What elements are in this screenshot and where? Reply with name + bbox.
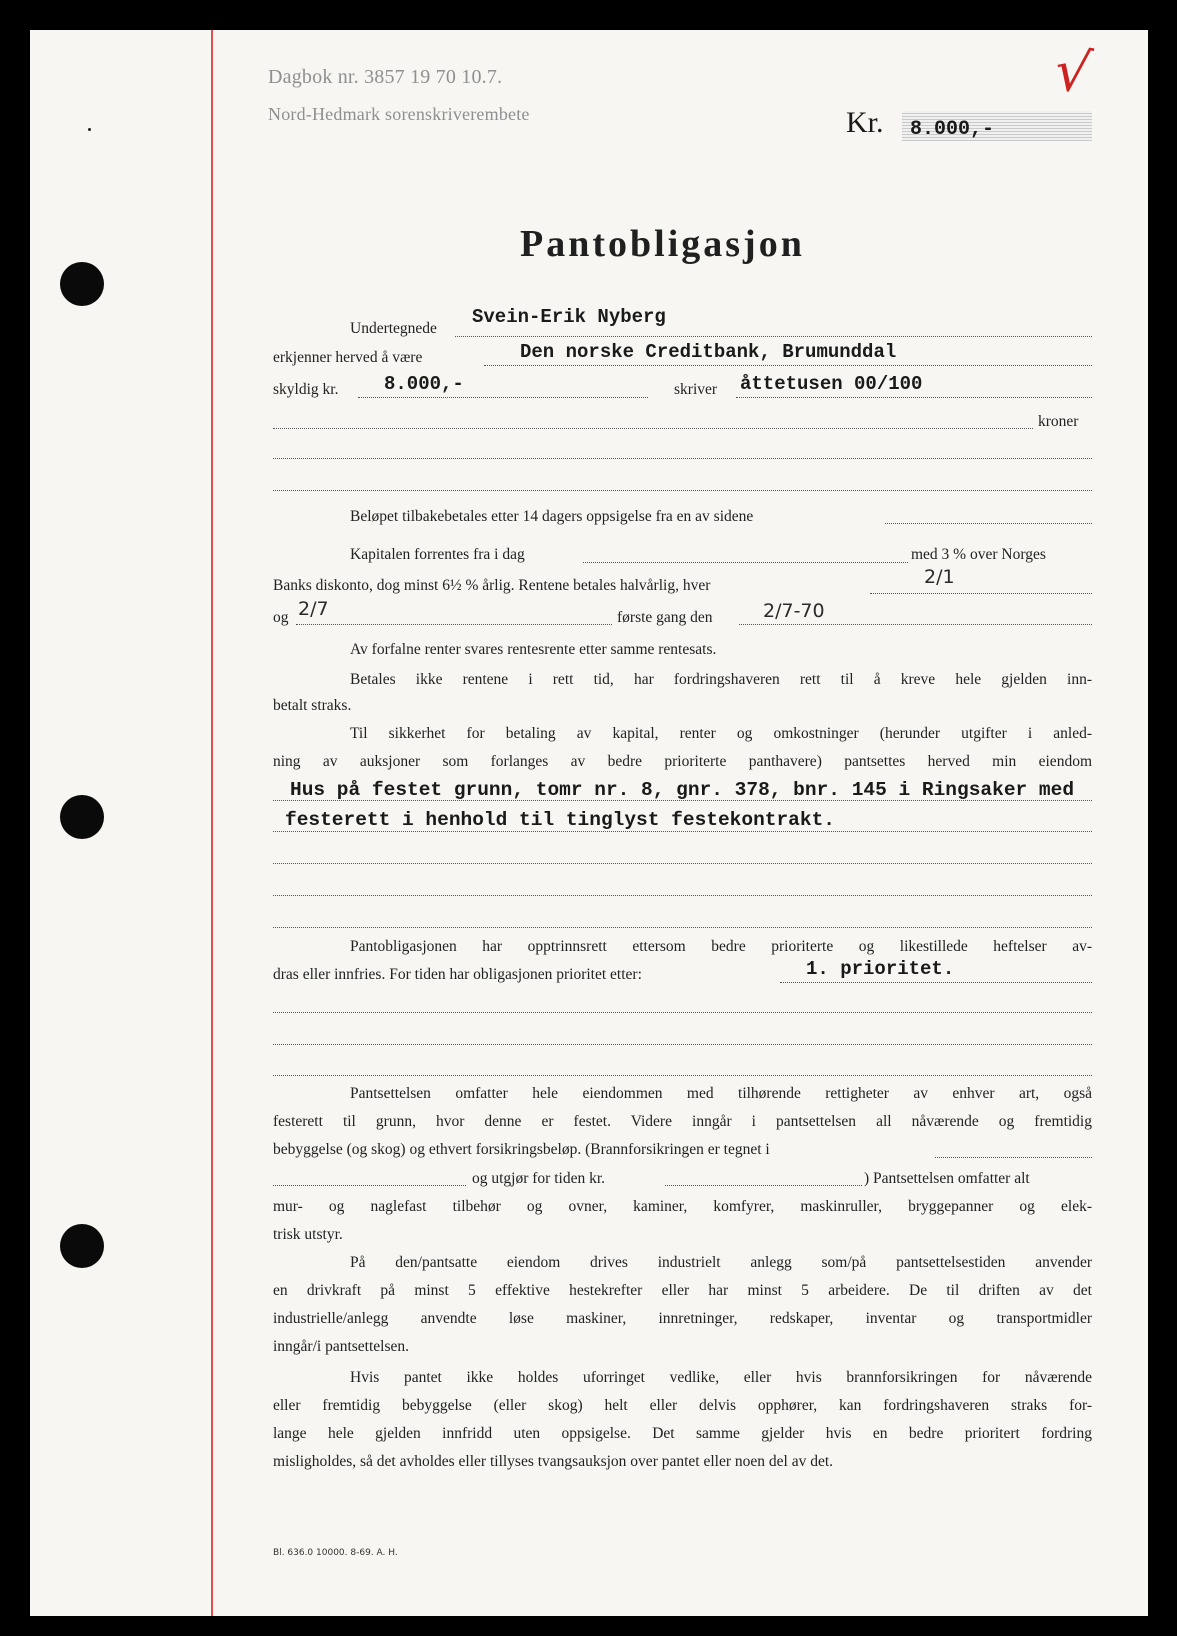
terms-line7: betalt straks. <box>273 697 352 714</box>
dotted-line <box>273 863 1092 864</box>
dotted-line <box>739 624 1092 625</box>
skriver-label: skriver <box>674 381 718 398</box>
priority-line2: dras eller innfries. For tiden har obligasjonen prioritet etter: <box>273 966 642 983</box>
maintenance-line2: eller fremtidig bebyggelse (eller skog) helt eller delvis opphører, kan fordringshaveren straks for- <box>273 1397 1092 1414</box>
dotted-line <box>273 458 1092 459</box>
industrial-line1: På den/pantsatte eiendom drives industrielt anlegg som/på pantsettelsestiden anvender <box>350 1254 1092 1271</box>
undertegnede-label: Undertegnede <box>350 320 437 337</box>
dotted-line <box>273 831 1092 832</box>
dotted-line <box>273 490 1092 491</box>
terms-line4-mid: første gang den <box>617 609 713 626</box>
dotted-line <box>870 593 1092 594</box>
terms-line4-value2: 2/7-70 <box>763 600 825 622</box>
erkjenner-value: Den norske Creditbank, Brumunddal <box>520 341 897 363</box>
scope-line2: festerett til grunn, hvor denne er festet. Videre inngår i pantsettelsen all nåværende og fremtidig <box>273 1113 1092 1130</box>
industrial-line3: industrielle/anlegg anvendte løse maskiner, innretninger, redskaper, inventar og transportmidler <box>273 1310 1092 1327</box>
kroner-label: kroner <box>1038 413 1079 430</box>
undertegnede-value: Svein-Erik Nyberg <box>472 306 666 328</box>
terms-line3-value: 2/1 <box>924 566 955 588</box>
terms-line1: Beløpet tilbakebetales etter 14 dagers oppsigelse fra en av sidene <box>350 508 754 525</box>
terms-line4-value1: 2/7 <box>298 598 329 620</box>
terms-line9: ning av auksjoner som forlanges av bedre prioriterte panthavere) pantsettes herved min eiendom <box>273 753 1092 770</box>
dotted-line <box>736 397 1092 398</box>
dotted-line <box>273 1012 1092 1013</box>
punch-hole <box>60 795 104 839</box>
dotted-line <box>885 523 1092 524</box>
dotted-line <box>296 624 612 625</box>
dotted-line <box>273 927 1092 928</box>
dotted-line <box>273 1044 1092 1045</box>
speck <box>88 128 91 131</box>
skriver-value: åttetusen 00/100 <box>740 373 923 395</box>
dotted-line <box>273 1185 466 1186</box>
priority-value: 1. prioritet. <box>806 958 955 980</box>
property-line1: Hus på festet grunn, tomr nr. 8, gnr. 378, bnr. 145 i Ringsaker med <box>290 779 1075 801</box>
dotted-line <box>273 895 1092 896</box>
maintenance-line3: lange hele gjelden innfridd uten oppsigelse. Det samme gjelder hvis en bedre prioritert fordring <box>273 1425 1092 1442</box>
scope-line3: bebyggelse (og skog) og ethvert forsikringsbeløp. (Brannforsikringen er tegnet i <box>273 1141 770 1158</box>
checkmark: √ <box>1050 37 1096 108</box>
punch-hole <box>60 1224 104 1268</box>
scope-line5: mur- og naglefast tilbehør og ovner, kaminer, komfyrer, maskinruller, bryggepanner og elek- <box>273 1198 1092 1215</box>
dotted-line <box>780 982 1092 983</box>
terms-line3a: Banks diskonto, dog minst 6½ % årlig. Rentene betales halvårlig, hver <box>273 577 711 594</box>
terms-line2b: med 3 % over Norges <box>911 546 1046 563</box>
document-title: Pantobligasjon <box>520 223 805 265</box>
skyldig-label: skyldig kr. <box>273 381 339 398</box>
scope-line1: Pantsettelsen omfatter hele eiendommen med tilhørende rettigheter av enhver art, også <box>350 1085 1092 1102</box>
dotted-line <box>455 336 1092 337</box>
terms-line8: Til sikkerhet for betaling av kapital, renter og omkostninger (herunder utgifter i anled- <box>350 725 1092 742</box>
priority-line1: Pantobligasjonen har opptrinnsrett ettersom bedre prioriterte og likestillede heftelser av- <box>350 938 1092 955</box>
terms-line6: Betales ikke rentene i rett tid, har fordringshaveren rett til å kreve hele gjelden inn- <box>350 671 1092 688</box>
industrial-line2: en drivkraft på minst 5 effektive hestekrefter eller har minst 5 arbeidere. De til driften av det <box>273 1282 1092 1299</box>
skyldig-value: 8.000,- <box>384 373 464 395</box>
dotted-line <box>273 1075 1092 1076</box>
dotted-line <box>665 1185 862 1186</box>
scope-line4b: ) Pantsettelsen omfatter alt <box>864 1170 1030 1187</box>
dagbok-stamp: Dagbok nr. 3857 19 70 10.7. <box>268 66 503 88</box>
terms-line5: Av forfalne renter svares rentesrente etter samme rentesats. <box>350 641 717 658</box>
dotted-line <box>583 562 908 563</box>
dotted-line <box>484 365 1092 366</box>
dotted-line <box>358 397 648 398</box>
punch-hole <box>60 262 104 306</box>
margin-rule <box>211 30 213 1616</box>
property-line2: festerett i henhold til tinglyst festekontrakt. <box>285 809 835 831</box>
maintenance-line1: Hvis pantet ikke holdes uforringet vedlike, eller hvis brannforsikringen for nåværende <box>350 1369 1092 1386</box>
kr-label: Kr. <box>846 106 884 139</box>
terms-og: og <box>273 609 289 626</box>
industrial-line4: inngår/i pantsettelsen. <box>273 1338 410 1355</box>
dotted-line <box>935 1157 1092 1158</box>
kr-amount: 8.000,- <box>910 118 995 141</box>
office-stamp: Nord-Hedmark sorenskriverembete <box>268 104 530 124</box>
scope-line6: trisk utstyr. <box>273 1226 343 1243</box>
form-footer: Bl. 636.0 10000. 8-69. A. H. <box>273 1548 398 1558</box>
erkjenner-label: erkjenner herved å være <box>273 349 423 366</box>
maintenance-line4: misligholdes, så det avholdes eller tillyses tvangsauksjon over pantet eller noen del av det. <box>273 1453 834 1470</box>
terms-line2a: Kapitalen forrentes fra i dag <box>350 546 525 563</box>
dotted-line <box>273 428 1033 429</box>
scope-line4a: og utgjør for tiden kr. <box>472 1170 606 1187</box>
